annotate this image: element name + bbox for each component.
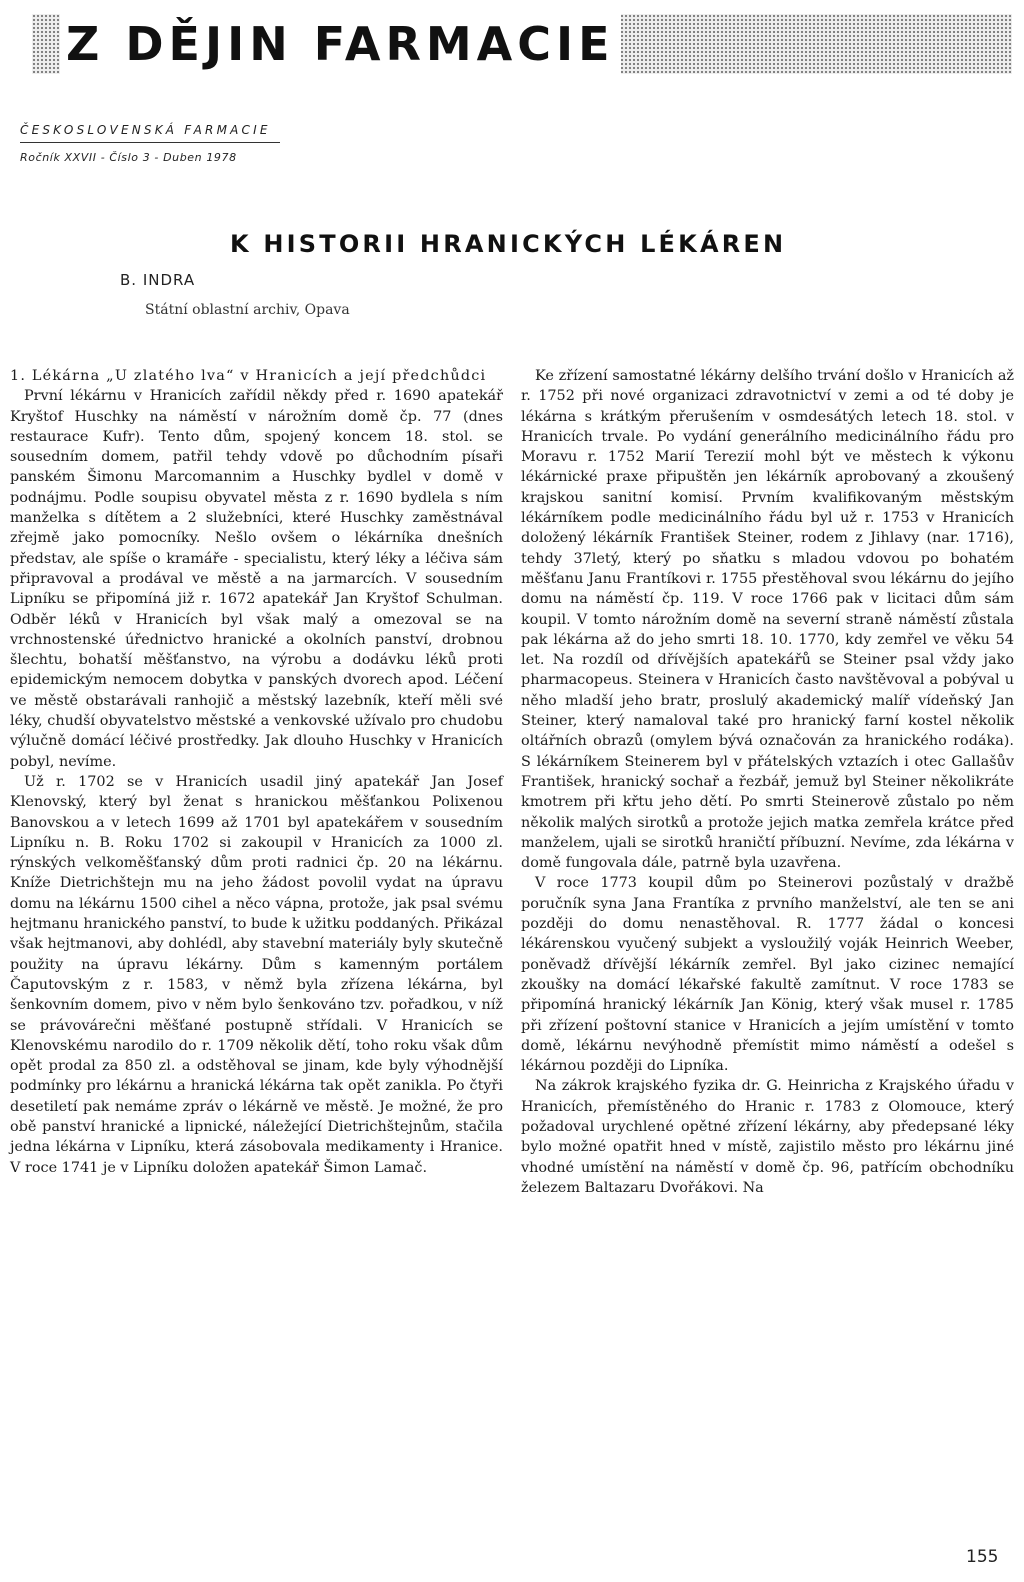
author-name: B. INDRA [120,271,196,289]
body-paragraph: V roce 1773 koupil dům po Steinerovi pozůstalý v dražbě poručník syna Jana Frantíka z prvního manželství, ale ten se ani později do domu nenastěhoval. R. 1777 žádal o koncesi lékárenskou vyučený subjekt a vysloužilý voják Heinrich Weeber, poněvadž dřívější lékárník zemřel. Byl jako cizinec nemající zkoušky na domácí lékařské fakultě zamítnut. V roce 1783 se připomíná hranický lékárník Jan König, který však musel r. 1785 při zřízení poštovní stanice v Hranicích a jejím umístění v tomto domě, lékárnu nevýhodně přemístit mimo náměstí a odešel s lékárnou později do Lipníka. [521,875,1014,1075]
left-column [10,366,503,1178]
body-paragraph: Už r. 1702 se v Hranicích usadil jiný apatekář Jan Josef Klenovský, který byl ženat s hranickou měšťankou Polixenou Banovskou a v letech 1699 až 1701 byl apatekářem v sousedním Lipníku n. B. Roku 1702 si zakoupil v Hranicích za 1000 zl. rýnských velkoměšťanský dům proti radnici čp. 20 na lékárnu. Kníže Dietrichštejn mu na jeho žádost povolil vydat na úpravu domu na lékárnu 1500 cihel a něco vápna, protože, jak psal svému hejtmanu hranického panství, to bude k užitku poddaných. Přikázal však hejtmanovi, aby dohlédl, aby stavební materiály byly skutečně použity na úpravu lékárny. Dům s kamenným portálem Čaputovským z r. 1583, v němž byla zřízena lékárna, byl šenkovním domem, pivo v něm bylo šenkováno tzv. pořadkou, v níž se právovárečni měšťané postupně střídali. V Hranicích se Klenovskému narodilo do r. 1709 několik dětí, toho roku však dům opět prodal za 850 zl. a odstěhoval se jinam, kde byly výhodnější podmínky pro lékárnu a hranická lékárna tak opět zanikla. Po čtyři desetiletí pak nemáme zpráv o lékárně ve městě. Je možné, že pro obě panství hranické a lipnické, náležející Dietrichštejnům, stačila jedna lékárna v Lipníku, která zásobovala medikamenty i Hranice. V roce 1741 je v Lipníku doložen apatekář Šimon Lamač. [10,773,503,1176]
right-column [521,366,1014,1198]
journal-name: ČESKOSLOVENSKÁ FARMACIE [20,123,271,137]
section-title: Z DĚJIN FARMACIE [60,14,621,74]
page-number: 155 [966,1547,999,1567]
body-paragraph: První lékárnu v Hranicích zařídil někdy před r. 1690 apatekář Kryštof Huschky na náměstí v nárožním domě čp. 77 (dnes restaurace Kufr). Tento dům, spojený koncem 18. stol. se sousedním domem, patřil tehdy vdově po důchodním písaři panském Šimonu Marcomannim a Huschky bydlel v domě v podnájmu. Podle soupisu obyvatel města z r. 1690 bydlela s ním manželka s dítětem a 2 služebníci, které Huschky zaměstnával zřejmě jako pomocníky. Nešlo ovšem o lékárníka dnešních představ, ale spíše o kramáře - specialistu, který léky a léčiva sám připravoval a prodával ve městě a na jarmarcích. V sousedním Lipníku se připomíná již r. 1672 apatekář Jan Kryštof Schulman. Odběr léků v Hranicích byl však malý a omezoval se na vrchnostenské úřednictvo hranické a okolních panství, drobnou šlechtu, bohatší měšťanstvo, na výrobu a dodávku léků proti epidemickým nemocem dobytka v panských dvorech apod. Léčení ve městě obstarávali ranhojič a městský lazebník, kteří měli své léky, chudší obyvatelstvo městské a venkovské užívalo pro chudobu výlučně domácí léčivé prostředky. Jak dlouho Huschky v Hranicích pobyl, nevíme. [10,388,503,770]
body-paragraph: Na zákrok krajského fyzika dr. G. Heinricha z Krajského úřadu v Hranicích, přemístěného do Hranic r. 1783 z Olomouce, který požadoval urychlené opětné zřízení lékárny, aby předepsané léky bylo možné opatřit hned v místě, zajistilo město pro lékárnu jiné vhodné umístění na náměstí v domě čp. 96, patřícím obchodníku železem Baltazaru Dvořákovi. Na [521,1078,1014,1196]
author-affiliation: Státní oblastní archiv, Opava [145,302,350,318]
issue-info: Ročník XXVII - Číslo 3 - Duben 1978 [20,151,237,164]
section-heading: 1. Lékárna „U zlatého lva“ v Hranicích a její předchůdci [10,368,487,384]
body-paragraph: Ke zřízení samostatné lékárny delšího trvání došlo v Hranicích až r. 1752 při nové organizaci zdravotnictví v zemi a od té doby je lékárna s krátkým přerušením v osmdesátých letech 18. stol. v Hranicích trvale. Po vydání generálního medicinálního řádu pro Moravu r. 1752 Marií Terezií mohl být ve městech k výkonu lékárnické praxe připuštěn jen lékárník aprobovaný a zkoušený krajskou sanitní komisí. Prvním kvalifikovaným městským lékárníkem podle medicinálního řádu byl už r. 1753 v Hranicích doložený lékárník František Steiner, rodem z Jihlavy (nar. 1716), tehdy 37letý, který po sňatku s mladou vdovou po bohatém měšťanu Janu Frantíkovi r. 1755 přestěhoval svou lékárnu do jejího domu na náměstí čp. 119. V roce 1766 pak v licitaci dům sám koupil. V tomto nárožním domě na severní straně náměstí zůstala pak lékárna až do jeho smrti 18. 10. 1770, kdy zemřel ve věku 54 let. Na rozdíl od dřívějších apatekářů se Steiner psal vždy jako pharmacopeus. Steinera v Hranicích často navštěvoval a pobýval u něho mladší jeho bratr, proslulý akademický malíř vídeňský Jan Steiner, který namaloval také pro hranický farní kostel několik oltářních obrazů (omylem bývá označován za hranického rodáka). S lékárníkem Steinerem byl v přátelských vztazích i otec Gallašův František, hranický sochař a řezbář, jemuž byl Steiner několikráte kmotrem při křtu jeho dětí. Po smrti Steinerově zůstalo po něm několik malých sirotků a protože jejich matka zemřela krátce před manželem, ujali se sirotků hraničtí příbuzní. Nevíme, zda lékárna v domě fungovala dále, patrně byla uzavřena. [521,368,1014,872]
article-title: K HISTORII HRANICKÝCH LÉKÁREN [230,230,787,258]
journal-divider [20,142,280,143]
